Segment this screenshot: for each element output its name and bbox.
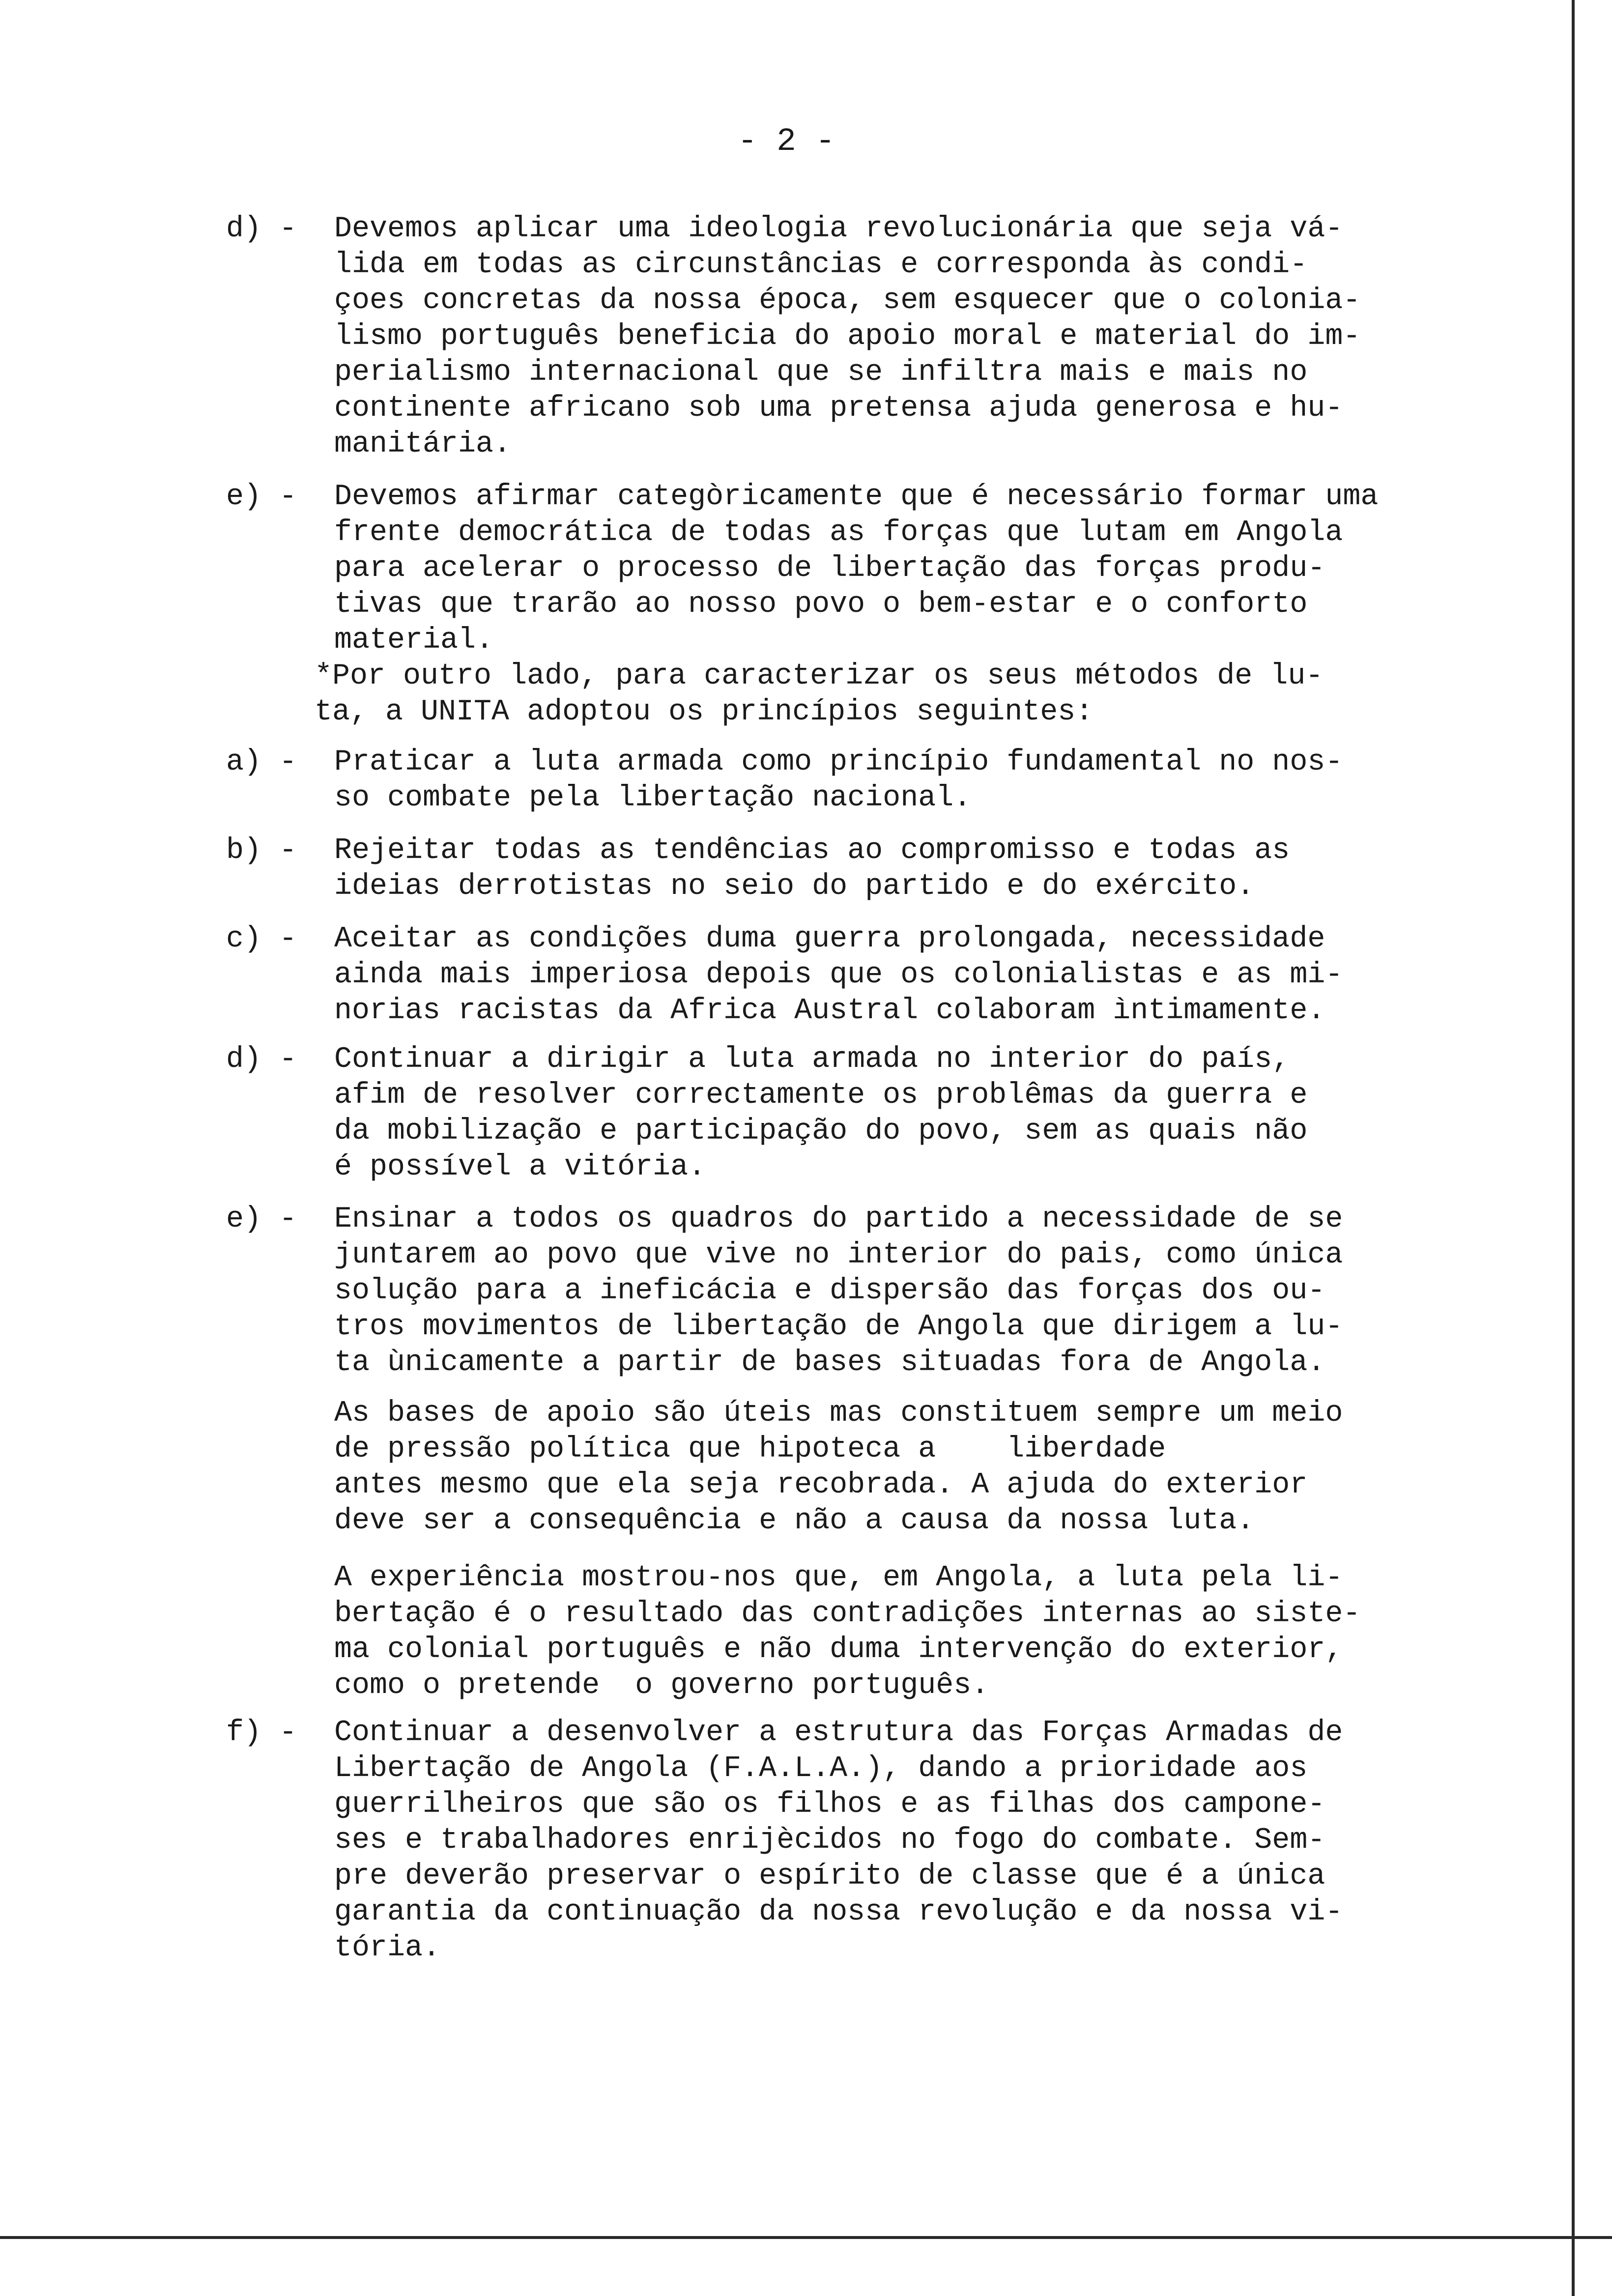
text-line: deve ser a consequência e não a causa da nossa luta. xyxy=(334,1504,1255,1538)
item-marker: c) - xyxy=(226,922,297,956)
text-line: ta ùnicamente a partir de bases situadas fora de Angola. xyxy=(334,1346,1325,1379)
item-marker: b) - xyxy=(226,834,297,867)
text-line: so combate pela libertação nacional. xyxy=(334,781,972,815)
text-line: As bases de apoio são úteis mas constituem sempre um meio xyxy=(334,1397,1343,1430)
text-line: manitária. xyxy=(334,428,512,461)
text-line: Libertação de Angola (F.A.L.A.), dando a prioridade aos xyxy=(334,1752,1308,1785)
text-line: da mobilização e participação do povo, sem as quais não xyxy=(334,1115,1308,1148)
item-marker: e) - xyxy=(226,1203,297,1236)
text-line: tória. xyxy=(334,1931,441,1965)
item-marker: a) - xyxy=(226,746,297,779)
text-line: juntarem ao povo que vive no interior do pais, como única xyxy=(334,1238,1343,1272)
page-edge-rule xyxy=(1572,0,1575,2296)
item-marker: f) - xyxy=(226,1716,297,1750)
text-line: guerrilheiros que são os filhos e as filhas dos campone- xyxy=(334,1788,1325,1821)
text-line: lida em todas as circunstâncias e corresponda às condi- xyxy=(334,248,1308,282)
text-line: de pressão política que hipoteca a liberdade xyxy=(334,1433,1166,1466)
text-line: Continuar a desenvolver a estrutura das Forças Armadas de xyxy=(334,1716,1343,1750)
item-marker: e) - xyxy=(226,480,297,514)
item-text xyxy=(334,479,1484,659)
text-line: afim de resolver correctamente os problêmas da guerra e xyxy=(334,1079,1308,1112)
text-line: ma colonial português e não duma intervenção do exterior, xyxy=(334,1633,1343,1666)
text-line: frente democrática de todas as forças que lutam em Angola xyxy=(334,516,1343,549)
text-line: Rejeitar todas as tendências ao compromisso e todas as xyxy=(334,834,1290,867)
text-line: Continuar a dirigir a luta armada no interior do país, xyxy=(334,1043,1290,1076)
item-text xyxy=(334,745,1484,816)
page-number: - 2 - xyxy=(737,123,835,160)
text-line: bertação é o resultado das contradições internas ao siste- xyxy=(334,1597,1361,1631)
text-line: antes mesmo que ela seja recobrada. A ajuda do exterior xyxy=(334,1468,1308,1502)
text-line: Praticar a luta armada como princípio fundamental no nos- xyxy=(334,746,1343,779)
text-line: é possível a vitória. xyxy=(334,1150,706,1184)
text-line: garantia da continuação da nossa revolução e da nossa vi- xyxy=(334,1895,1343,1929)
text-line: ses e trabalhadores enrijècidos no fogo do combate. Sem- xyxy=(334,1824,1325,1857)
list-item-principle-a xyxy=(226,745,1484,816)
page-bottom-rule xyxy=(0,2236,1612,2239)
text-line: ideias derrotistas no seio do partido e do exército. xyxy=(334,870,1255,903)
text-line: perialismo internacional que se infiltra mais e mais no xyxy=(334,356,1308,389)
list-item-principle-d xyxy=(226,1042,1484,1185)
list-item-ideology-e xyxy=(226,479,1484,659)
item-marker: d) - xyxy=(226,212,297,246)
item-text xyxy=(334,211,1484,462)
text-line: *Por outro lado, para caracterizar os seus métodos de lu- xyxy=(315,660,1324,693)
text-line: como o pretende o governo português. xyxy=(334,1669,989,1702)
intro-paragraph xyxy=(315,659,1465,730)
item-marker: d) - xyxy=(226,1043,297,1076)
text-line: material. xyxy=(334,624,494,657)
item-text xyxy=(334,1715,1484,1966)
text-line: Ensinar a todos os quadros do partido a necessidade de se xyxy=(334,1203,1343,1236)
text-line: continente africano sob uma pretensa ajuda generosa e hu- xyxy=(334,392,1343,425)
text-line: tros movimentos de libertação de Angola que dirigem a lu- xyxy=(334,1310,1343,1344)
list-item-principle-e xyxy=(226,1202,1484,1381)
item-text xyxy=(334,1202,1484,1381)
text-line: ainda mais imperiosa depois que os colonialistas e as mi- xyxy=(334,958,1343,992)
text-line: solução para a ineficácia e dispersão das forças dos ou- xyxy=(334,1274,1325,1308)
text-line: ta, a UNITA adoptou os princípios seguintes: xyxy=(315,695,1094,729)
text-line: A experiência mostrou-nos que, em Angola, a luta pela li- xyxy=(334,1561,1343,1595)
text-line: para acelerar o processo de libertação das forças produ- xyxy=(334,552,1325,585)
support-paragraph xyxy=(334,1396,1484,1539)
support-paragraph xyxy=(334,1560,1484,1704)
text-line: Devemos afirmar categòricamente que é necessário formar uma xyxy=(334,480,1379,514)
text-line: Devemos aplicar uma ideologia revolucionária que seja vá- xyxy=(334,212,1343,246)
item-text xyxy=(334,921,1484,1029)
text-line: tivas que trarão ao nosso povo o bem-estar e o conforto xyxy=(334,588,1308,621)
text-line: pre deverão preservar o espírito de classe que é a única xyxy=(334,1860,1325,1893)
list-item-principle-c xyxy=(226,921,1484,1029)
text-line: norias racistas da Africa Austral colaboram ìntimamente. xyxy=(334,994,1325,1028)
item-text xyxy=(334,1042,1484,1185)
list-item-ideology-d xyxy=(226,211,1484,462)
item-text xyxy=(334,833,1484,905)
list-item-principle-f xyxy=(226,1715,1484,1966)
text-line: çoes concretas da nossa época, sem esquecer que o colonia- xyxy=(334,284,1361,317)
list-item-principle-b xyxy=(226,833,1484,905)
text-line: lismo português beneficia do apoio moral e material do im- xyxy=(334,320,1361,353)
text-line: Aceitar as condições duma guerra prolongada, necessidade xyxy=(334,922,1325,956)
